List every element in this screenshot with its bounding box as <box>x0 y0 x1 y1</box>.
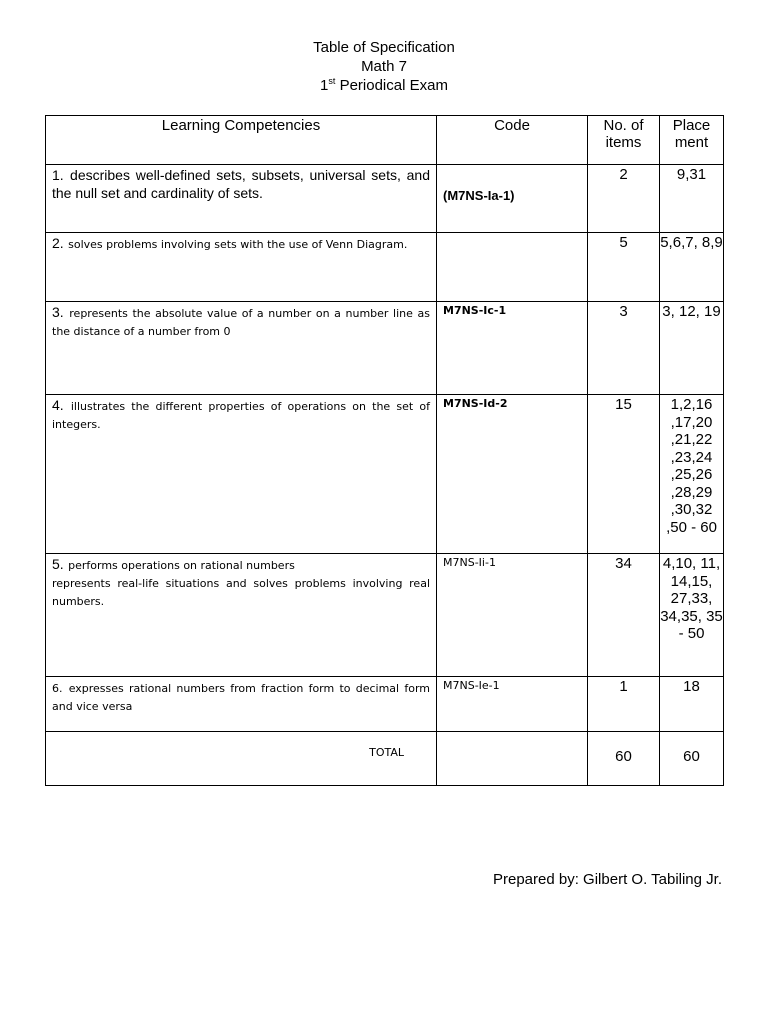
items-cell: 5 <box>588 233 660 302</box>
table-row <box>46 302 724 395</box>
exam-number: 1 <box>320 77 329 94</box>
competency-cell <box>46 677 437 732</box>
header-placement: Place ment <box>660 116 724 165</box>
total-label: TOTAL <box>46 732 437 786</box>
competency-code: M7NS-Ic-1 <box>443 304 507 317</box>
header-no-of-items: No. of items <box>588 116 660 165</box>
placement-cell: 5,6,7, 8,9 <box>660 233 724 302</box>
competency-cell <box>46 302 437 395</box>
competency-number: 3. <box>52 304 64 320</box>
table-row <box>46 554 724 677</box>
competency-cell <box>46 233 437 302</box>
table-row <box>46 165 724 233</box>
competency-number: 5. <box>52 556 64 572</box>
competency-code: (M7NS-Ia-1) <box>443 188 515 203</box>
exam-title-rest: Periodical Exam <box>335 77 448 94</box>
competency-number: 1. <box>52 167 64 183</box>
header-learning-competencies: Learning Competencies <box>46 116 437 165</box>
total-items: 60 <box>588 732 660 786</box>
items-cell: 34 <box>588 554 660 677</box>
competency-number: 2. <box>52 235 64 251</box>
placement-cell: 1,2,16 ,17,20 ,21,22 ,23,24 ,25,26 ,28,29 ,30,32 ,50 - 60 <box>660 395 724 554</box>
code-cell: M7NS-Ii-1 <box>437 554 588 677</box>
prepared-by: Prepared by: Gilbert O. Tabiling Jr. <box>493 871 722 888</box>
competency-number: 6. <box>52 682 63 695</box>
items-cell: 3 <box>588 302 660 395</box>
items-cell: 15 <box>588 395 660 554</box>
specification-table <box>45 115 724 786</box>
total-code-cell <box>437 732 588 786</box>
competency-text: expresses rational numbers from fraction form to decimal form and vice versa <box>52 682 430 713</box>
competency-number: 4. <box>52 397 64 413</box>
total-row <box>46 732 724 786</box>
subject-title: Math 7 <box>361 58 407 75</box>
code-cell <box>437 233 588 302</box>
table-header-row <box>46 116 724 165</box>
code-cell <box>437 302 588 395</box>
table-row <box>46 233 724 302</box>
placement-cell: 4,10, 11, 14,15, 27,33, 34,35, 35 - 50 <box>660 554 724 677</box>
competency-cell <box>46 165 437 233</box>
placement-cell: 18 <box>660 677 724 732</box>
placement-cell: 3, 12, 19 <box>660 302 724 395</box>
competency-cell <box>46 554 437 677</box>
placement-cell: 9,31 <box>660 165 724 233</box>
competency-code: M7NS-Id-2 <box>443 397 508 410</box>
exam-ordinal-suffix: st <box>328 76 336 86</box>
competency-cell <box>46 395 437 554</box>
competency-text-2: represents real-life situations and solves problems involving real numbers. <box>52 577 430 608</box>
exam-title <box>0 77 768 95</box>
code-cell <box>437 395 588 554</box>
table-row <box>46 677 724 732</box>
items-cell: 1 <box>588 677 660 732</box>
total-placement: 60 <box>660 732 724 786</box>
competency-text: performs operations on rational numbers <box>68 559 295 572</box>
competency-text: represents the absolute value of a number on a number line as the distance of a number from 0 <box>52 307 431 338</box>
competency-text: solves problems involving sets with the use of Venn Diagram. <box>68 238 408 251</box>
competency-text: illustrates the different properties of operations on the set of integers. <box>52 400 430 431</box>
document-title: Table of Specification <box>313 39 455 56</box>
items-cell: 2 <box>588 165 660 233</box>
competency-text: describes well-defined sets, subsets, universal sets, and the null set and cardinality of sets. <box>52 167 430 201</box>
code-cell <box>437 165 588 233</box>
header-code: Code <box>437 116 588 165</box>
table-row <box>46 395 724 554</box>
code-cell: M7NS-Ie-1 <box>437 677 588 732</box>
